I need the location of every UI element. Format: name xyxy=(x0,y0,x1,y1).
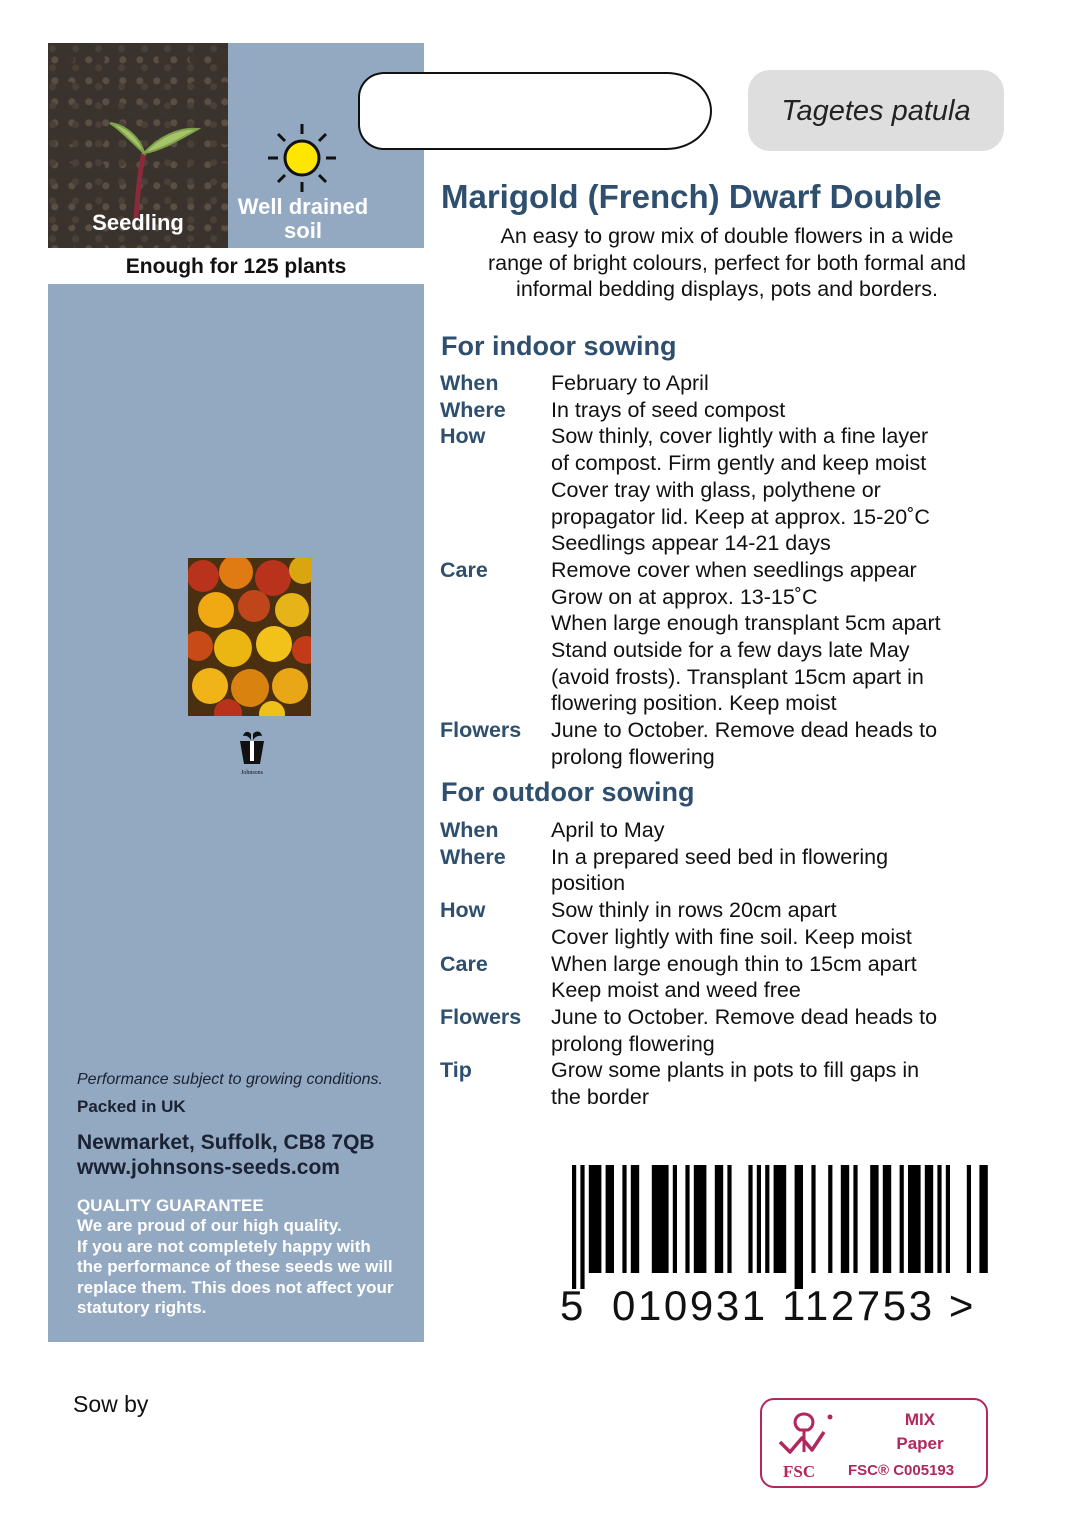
johnsons-pot-logo-icon xyxy=(234,730,270,778)
blank-name-panel xyxy=(358,72,712,150)
quality-guarantee-title: QUALITY GUARANTEE xyxy=(77,1196,264,1215)
row-value: Sow thinly in rows 20cm apart Cover lightly with fine soil. Keep moist xyxy=(551,898,912,949)
indoor-row-when xyxy=(440,370,1020,397)
row-value: When large enough thin to 15cm apart Keep moist and weed free xyxy=(551,951,917,1003)
barcode-bar xyxy=(795,1165,803,1289)
outdoor-row-where xyxy=(440,844,1020,897)
row-label: Care xyxy=(440,557,488,582)
fsc-mix: MIX xyxy=(904,1410,936,1429)
fsc-mix-label xyxy=(868,1408,972,1456)
website-link[interactable]: www.johnsons-seeds.com xyxy=(77,1156,340,1179)
barcode-bar xyxy=(765,1165,769,1273)
indoor-sowing-title: For indoor sowing xyxy=(441,331,677,361)
row-value: Sow thinly, cover lightly with a fine layer of compost. Firm gently and keep moist Cover tray with glass, polythene or propagator lid. Keep at approx. 15-20˚C Seedlings appear 14-21 days xyxy=(551,424,930,556)
quality-line: We are proud of our high quality. xyxy=(77,1216,342,1235)
barcode-bar xyxy=(900,1165,904,1273)
quality-guarantee-text xyxy=(77,1216,422,1319)
row-label: When xyxy=(440,371,499,395)
row-value: June to October. Remove dead heads to prolong flowering xyxy=(551,1004,938,1056)
row-label: Flowers xyxy=(440,718,522,743)
barcode-bar xyxy=(631,1165,639,1273)
indoor-row-where xyxy=(440,397,1020,424)
row-label: Where xyxy=(440,844,506,869)
intro-line: range of bright colours, perfect for both formal and xyxy=(487,250,967,275)
barcode-bar xyxy=(727,1165,731,1273)
barcode-bar xyxy=(946,1165,950,1273)
row-value: Grow some plants in pots to fill gaps in the border xyxy=(551,1058,920,1110)
row-value: In trays of seed compost xyxy=(551,397,786,422)
intro-line: informal bedding displays, pots and borders. xyxy=(516,277,938,301)
barcode-bar xyxy=(979,1165,987,1273)
barcode-bar xyxy=(572,1165,576,1289)
quality-line: If you are not completely happy with xyxy=(77,1236,371,1256)
barcode-bar xyxy=(774,1165,787,1273)
barcode-bar xyxy=(622,1165,626,1273)
fsc-tree-icon xyxy=(772,1408,836,1464)
soil-requirement-label: Well drained soil xyxy=(237,194,369,243)
product-intro xyxy=(440,223,1014,303)
barcode-bar xyxy=(589,1165,602,1273)
outdoor-sowing-rows xyxy=(440,817,1020,1111)
product-title: Marigold (French) Dwarf Double xyxy=(441,178,942,215)
seedling-label: Seedling xyxy=(92,210,184,235)
svg-text:Johnsons: Johnsons xyxy=(240,770,264,776)
barcode-bar xyxy=(811,1165,815,1273)
row-label: How xyxy=(440,898,486,923)
latin-name: Tagetes patula xyxy=(781,95,971,127)
barcode-bar xyxy=(841,1165,849,1273)
outdoor-row-how xyxy=(440,897,1020,950)
row-value: June to October. Remove dead heads to prolong flowering xyxy=(551,718,938,769)
outdoor-row-care xyxy=(440,951,1020,1004)
quality-line: replace them. This does not affect your xyxy=(77,1277,394,1297)
barcode-first-digit: 5 xyxy=(560,1282,584,1329)
row-label: When xyxy=(440,818,499,842)
barcode-bar xyxy=(925,1165,933,1273)
quality-line: the performance of these seeds we will xyxy=(77,1257,393,1276)
address-line: Newmarket, Suffolk, CB8 7QB xyxy=(77,1131,375,1154)
sow-by-label: Sow by xyxy=(73,1391,149,1417)
row-value: In a prepared seed bed in flowering position xyxy=(551,844,889,896)
barcode-bar xyxy=(883,1165,891,1273)
sun-icon xyxy=(262,120,342,200)
quality-line: statutory rights. xyxy=(77,1298,207,1317)
row-label: Flowers xyxy=(440,1004,522,1029)
outdoor-row-when xyxy=(440,817,1020,844)
intro-line: An easy to grow mix of double flowers in a wide xyxy=(500,224,954,248)
barcode-bar xyxy=(967,1165,971,1273)
outdoor-sowing-title: For outdoor sowing xyxy=(441,777,695,807)
address-block xyxy=(77,1130,375,1180)
indoor-sowing-rows xyxy=(440,370,1020,771)
packed-note: Packed in UK xyxy=(77,1097,186,1116)
barcode-bar xyxy=(853,1165,857,1273)
barcode-bar xyxy=(757,1165,761,1273)
barcode xyxy=(572,1165,992,1289)
fsc-licence-code: FSC® C005193 xyxy=(848,1462,955,1479)
outdoor-row-tip xyxy=(440,1057,1020,1110)
row-label: Where xyxy=(440,397,506,422)
fsc-logo-text: FSC xyxy=(783,1462,816,1481)
barcode-bar xyxy=(937,1165,941,1273)
plants-quantity-label: Enough for 125 plants xyxy=(125,255,347,278)
barcode-bar xyxy=(606,1165,614,1273)
barcode-bar xyxy=(715,1165,723,1273)
barcode-bar xyxy=(870,1165,878,1273)
fsc-paper: Paper xyxy=(896,1434,944,1453)
barcode-bar xyxy=(694,1165,707,1273)
barcode-bar xyxy=(580,1165,584,1289)
row-value: February to April xyxy=(551,371,709,395)
barcode-digits: 010931 112753 > xyxy=(612,1282,977,1329)
row-label: How xyxy=(440,424,486,449)
row-label: Tip xyxy=(440,1058,472,1083)
indoor-row-care xyxy=(440,557,1020,717)
barcode-bar xyxy=(748,1165,752,1273)
barcode-bar xyxy=(673,1165,677,1273)
indoor-row-how xyxy=(440,423,1020,557)
row-value: April to May xyxy=(551,818,665,842)
barcode-bar xyxy=(652,1165,669,1273)
performance-note: Performance subject to growing conditions. xyxy=(77,1071,383,1088)
marigold-photo xyxy=(188,558,311,716)
barcode-bar xyxy=(828,1165,832,1273)
barcode-bar xyxy=(685,1165,689,1273)
row-label: Care xyxy=(440,951,488,976)
indoor-row-flowers xyxy=(440,717,1020,770)
barcode-bar xyxy=(908,1165,921,1273)
row-value: Remove cover when seedlings appear Grow on at approx. 13-15˚C When large enough transplant 5cm apart Stand outside for a few days late May (avoid frosts). Transplant 15cm apart in flowering position. Keep moist xyxy=(551,557,941,716)
outdoor-row-flowers xyxy=(440,1004,1020,1057)
